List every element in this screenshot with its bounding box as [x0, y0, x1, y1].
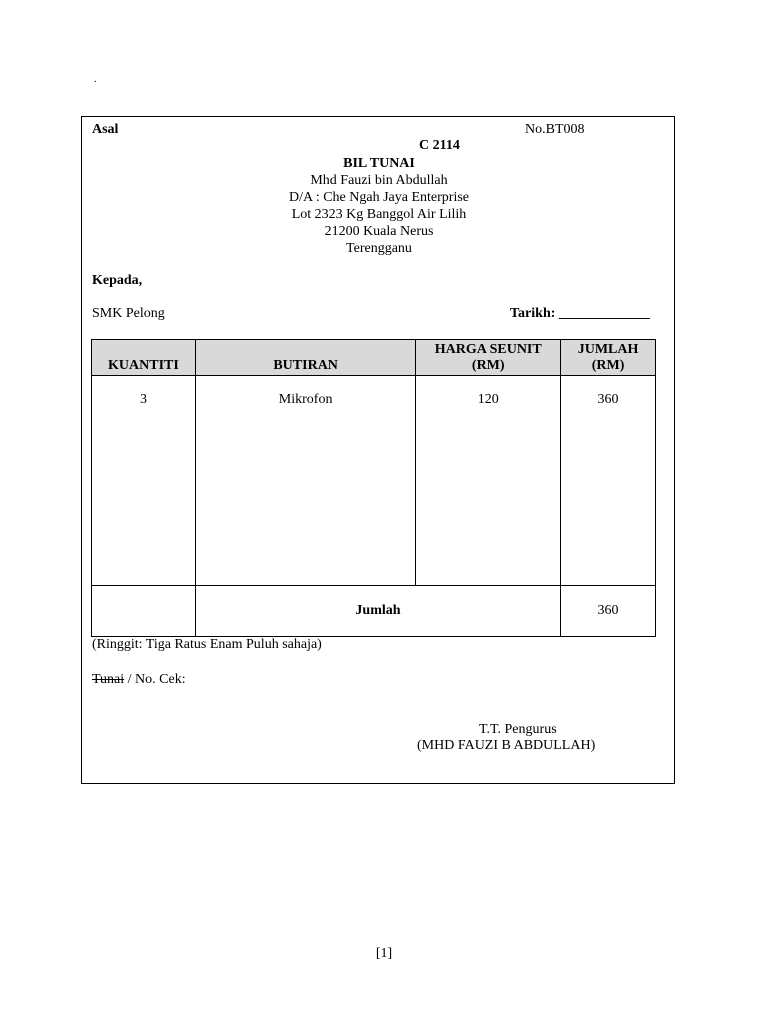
header-harga-line2: (RM)	[471, 358, 505, 373]
issuer-block	[82, 155, 676, 257]
table-header-row	[92, 340, 656, 376]
date-blank: _____________	[558, 306, 650, 321]
issuer-state: Terengganu	[346, 241, 412, 256]
page-number: [1]	[375, 946, 393, 961]
total-label: Jumlah	[195, 586, 560, 637]
header-jumlah	[561, 340, 656, 376]
page-dot: .	[94, 74, 97, 85]
issuer-address-line1: Lot 2323 Kg Banggol Air Lilih	[291, 207, 467, 222]
ringgit-text: (Ringgit: Tiga Ratus Enam Puluh sahaja)	[92, 637, 322, 652]
cek-label: / No. Cek:	[124, 672, 186, 687]
receipt-code: C 2114	[419, 138, 460, 153]
cell-jumlah: 360	[561, 376, 656, 586]
header-jumlah-line1: JUMLAH	[577, 342, 639, 357]
tunai-struck: Tunai	[92, 672, 125, 687]
items-table	[91, 339, 656, 637]
payment-method	[92, 672, 186, 688]
cell-butiran: Mikrofon	[195, 376, 416, 586]
total-value: 360	[561, 586, 656, 637]
signature-name: (MHD FAUZI B ABDULLAH)	[417, 738, 596, 753]
asal-label: Asal	[92, 122, 119, 137]
issuer-address-line2: 21200 Kuala Nerus	[324, 224, 434, 239]
cell-kuantiti: 3	[92, 376, 196, 586]
signature-title: T.T. Pengurus	[479, 722, 557, 737]
issuer-name: Mhd Fauzi bin Abdullah	[310, 173, 448, 188]
date-label: Tarikh:	[510, 306, 556, 321]
total-empty-cell	[92, 586, 196, 637]
document-title: BIL TUNAI	[343, 156, 415, 171]
cell-harga: 120	[416, 376, 561, 586]
receipt-frame	[81, 116, 675, 784]
table-row	[92, 376, 656, 586]
recipient-name: SMK Pelong	[92, 306, 165, 321]
issuer-company: D/A : Che Ngah Jaya Enterprise	[288, 190, 469, 205]
date-field	[510, 306, 650, 322]
total-row	[92, 586, 656, 637]
header-harga	[416, 340, 561, 376]
header-kuantiti: KUANTITI	[92, 340, 196, 376]
header-jumlah-line2: (RM)	[591, 358, 625, 373]
header-harga-line1: HARGA SEUNIT	[434, 342, 542, 357]
kepada-label: Kepada,	[92, 273, 143, 288]
header-butiran: BUTIRAN	[195, 340, 416, 376]
receipt-number: No.BT008	[525, 122, 585, 137]
